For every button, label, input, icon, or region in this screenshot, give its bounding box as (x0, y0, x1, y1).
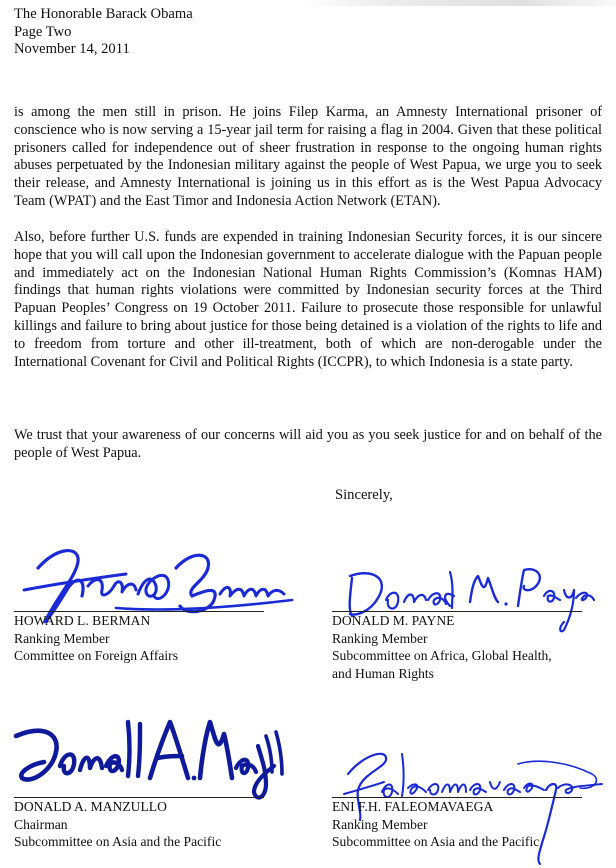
signatory-name: HOWARD L. BERMAN (14, 613, 151, 628)
signatory-block-manzullo (14, 798, 221, 851)
letter-header (14, 6, 193, 59)
addressee-line: The Honorable Barack Obama (14, 6, 193, 22)
letter-date: November 14, 2011 (14, 41, 130, 57)
signatory-title: Ranking Member (332, 816, 428, 832)
signatory-committee: Subcommittee on Africa, Global Health, (332, 648, 552, 664)
signatory-committee: Subcommittee on Asia and the Pacific (14, 834, 222, 850)
manzullo-signature (4, 706, 294, 806)
signatory-committee: Subcommittee on Asia and the Pacific (332, 834, 540, 850)
page-label: Page Two (14, 23, 72, 40)
signatory-block-payne (332, 612, 552, 682)
closing-salutation: Sincerely, (335, 487, 393, 503)
signatory-block-berman (14, 612, 178, 665)
body-paragraph-1: is among the men still in prison. He joins Filep Karma, an Amnesty International prisoner of conscience who is now serving a 15-year jail term for raising a flag in 2004. Given that these political prisoners called for independence out of sheer frustration in response to the ongoing human rights abuses perpetuated by the Indonesian military against the people of West Papua, we urge you to seek their release, and Amnesty International is joining us in this effort as is the West Papua Advocacy Team (WPAT) and the East Timor and Indonesia Action Network (ETAN). (14, 104, 602, 209)
signatory-block-faleomavaega (332, 798, 539, 851)
signatory-committee-continued: and Human Rights (332, 665, 434, 681)
signatory-committee: Committee on Foreign Affairs (14, 648, 178, 664)
body-paragraph-2: Also, before further U.S. funds are expended in training Indonesian Security forces, it is our sincere hope that you will call upon the Indonesian government to accelerate dialogue with the Papuan people and immediately act on the Indonesian National Human Rights Commission’s (Komnas HAM) findings that human rights violations were committed by Indonesian security forces at the Third Papuan Peoples’ Congress on 19 October 2011. Failure to prosecute those responsible for unlawful killings and failure to bring about justice for those being detained is a violation of the rights to life and to freedom from torture and other ill-treatment, both of which are non-derogable under the International Covenant for Civil and Political Rights (ICCPR), to which Indonesia is a state party. (14, 229, 602, 370)
signatory-name: DONALD M. PAYNE (332, 613, 455, 628)
scan-artifact (300, 0, 616, 6)
body-paragraph-3: We trust that your awareness of our concerns will aid you as you seek justice for and on behalf of the people of West Papua. (14, 427, 602, 461)
signatory-title: Ranking Member (332, 630, 428, 646)
signatory-name: ENI F.H. FALEOMAVAEGA (332, 799, 494, 814)
signatory-name: DONALD A. MANZULLO (14, 799, 167, 814)
signatory-title: Chairman (14, 816, 68, 832)
signatory-title: Ranking Member (14, 630, 110, 646)
